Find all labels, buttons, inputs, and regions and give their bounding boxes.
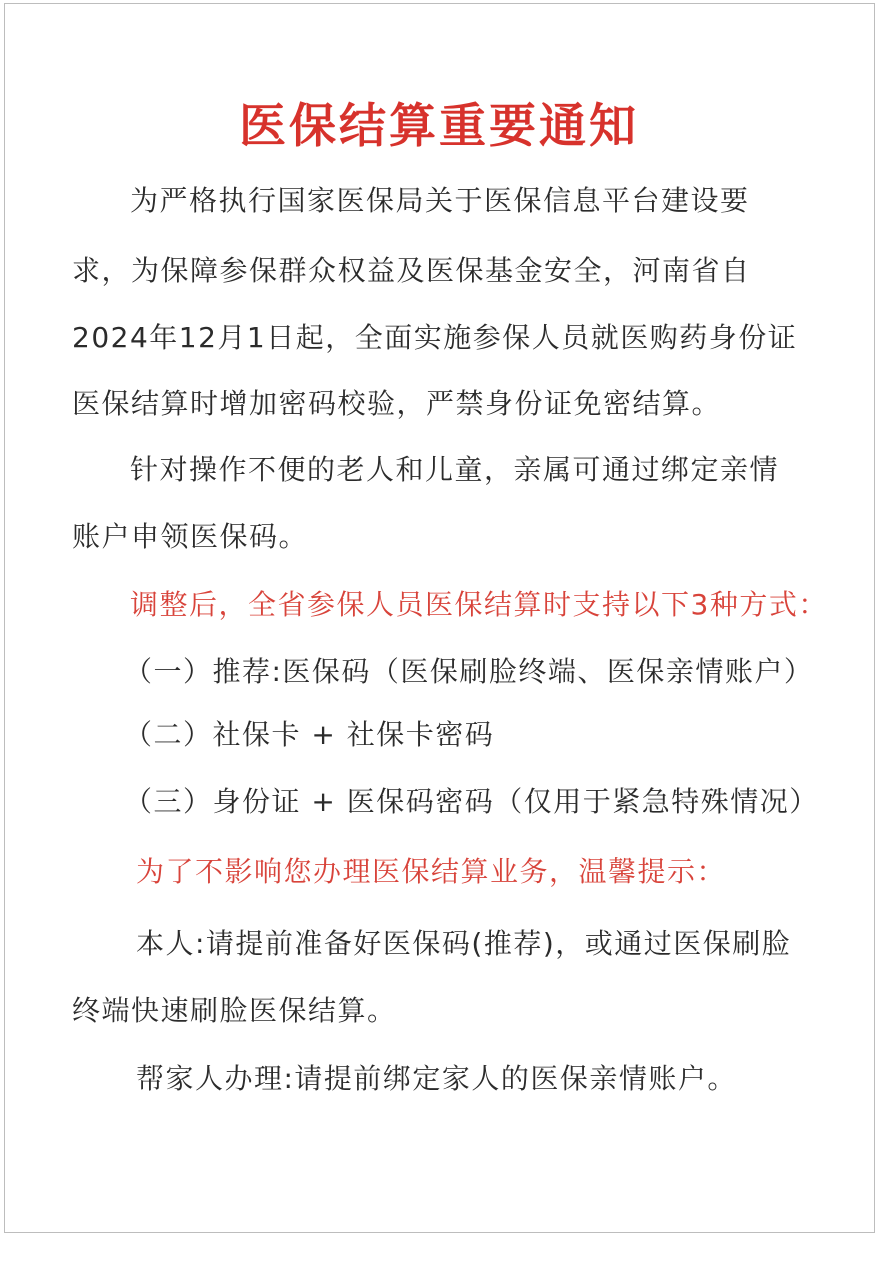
method-2: （二）社保卡 + 社保卡密码 [124,718,495,751]
tip-self-line-2: 终端快速刷脸医保结算。 [72,994,397,1027]
para1-line-4: 医保结算时增加密码校验，严禁身份证免密结算。 [72,387,722,420]
para1-line-2: 求，为保障参保群众权益及医保基金安全，河南省自 [72,254,751,287]
method-1: （一）推荐:医保码（医保刷脸终端、医保亲情账户） [124,655,814,688]
method-3: （三）身份证 + 医保码密码（仅用于紧急特殊情况） [124,785,819,818]
para2-line-2: 账户申领医保码。 [72,520,309,553]
para1-line-3: 2024年12月1日起，全面实施参保人员就医购药身份证 [72,321,798,354]
para1-line-1: 为严格执行国家医保局关于医保信息平台建设要 [130,184,750,217]
para2-line-1: 针对操作不便的老人和儿童，亲属可通过绑定亲情 [130,453,780,486]
tip-self-line-1: 本人:请提前准备好医保码(推荐)，或通过医保刷脸 [136,927,792,960]
tip-family: 帮家人办理:请提前绑定家人的医保亲情账户。 [136,1062,737,1095]
methods-heading: 调整后，全省参保人员医保结算时支持以下3种方式： [130,588,828,621]
notice-title: 医保结算重要通知 [239,99,639,154]
tips-heading: 为了不影响您办理医保结算业务，温馨提示： [136,855,727,888]
